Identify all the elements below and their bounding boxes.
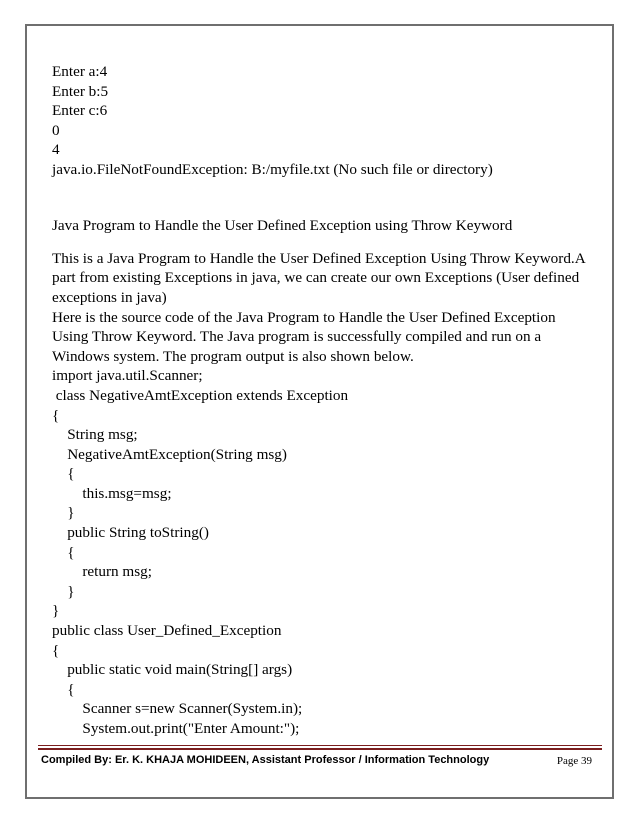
code-line: { <box>52 465 75 483</box>
code-line: NegativeAmtException(String msg) <box>52 445 287 463</box>
code-line: this.msg=msg; <box>52 484 172 502</box>
code-line: } <box>52 582 75 600</box>
code-line: class NegativeAmtException extends Exception <box>52 386 349 404</box>
code-line: { <box>52 543 75 561</box>
section-heading: Java Program to Handle the User Defined Exception using Throw Keyword <box>52 217 513 235</box>
code-line: public static void main(String[] args) <box>52 661 293 679</box>
code-line: { <box>52 680 75 698</box>
output-line: Enter b:5 <box>52 82 109 100</box>
paragraph-description: Here is the source code of the Java Program to Handle the User Defined Exception Using Throw Keyword. The Java program is successfully compiled and run on a Windows system. The program output is also shown below. <box>52 308 556 365</box>
page-number: Page 39 <box>556 755 592 767</box>
paragraph-intro: This is a Java Program to Handle the User Defined Exception Using Throw Keyword.A part from existing Exceptions in java, we can create our own Exceptions (User defined exceptions in java) <box>52 249 585 306</box>
code-line: } <box>52 602 60 620</box>
page-content <box>52 62 592 739</box>
code-line: String msg; <box>52 426 138 444</box>
output-line: Enter c:6 <box>52 102 108 120</box>
code-line: Scanner s=new Scanner(System.in); <box>52 700 303 718</box>
footer-divider-thick <box>38 748 602 750</box>
code-line: { <box>52 641 60 659</box>
output-line: java.io.FileNotFoundException: B:/myfile.txt (No such file or directory) <box>52 160 493 178</box>
footer-credit: Compiled By: Er. K. KHAJA MOHIDEEN, Assistant Professor / Information Technology <box>41 754 490 766</box>
output-line: 0 <box>52 121 60 139</box>
code-line: return msg; <box>52 563 152 581</box>
code-line: public String toString() <box>52 524 209 542</box>
footer-divider <box>38 745 602 746</box>
code-line: System.out.print("Enter Amount:"); <box>52 720 300 737</box>
code-line: { <box>52 406 60 424</box>
code-line: } <box>52 504 75 522</box>
code-line: public class User_Defined_Exception <box>52 622 282 640</box>
output-line: 4 <box>52 141 60 159</box>
code-line: import java.util.Scanner; <box>52 367 203 385</box>
output-line: Enter a:4 <box>52 63 108 80</box>
